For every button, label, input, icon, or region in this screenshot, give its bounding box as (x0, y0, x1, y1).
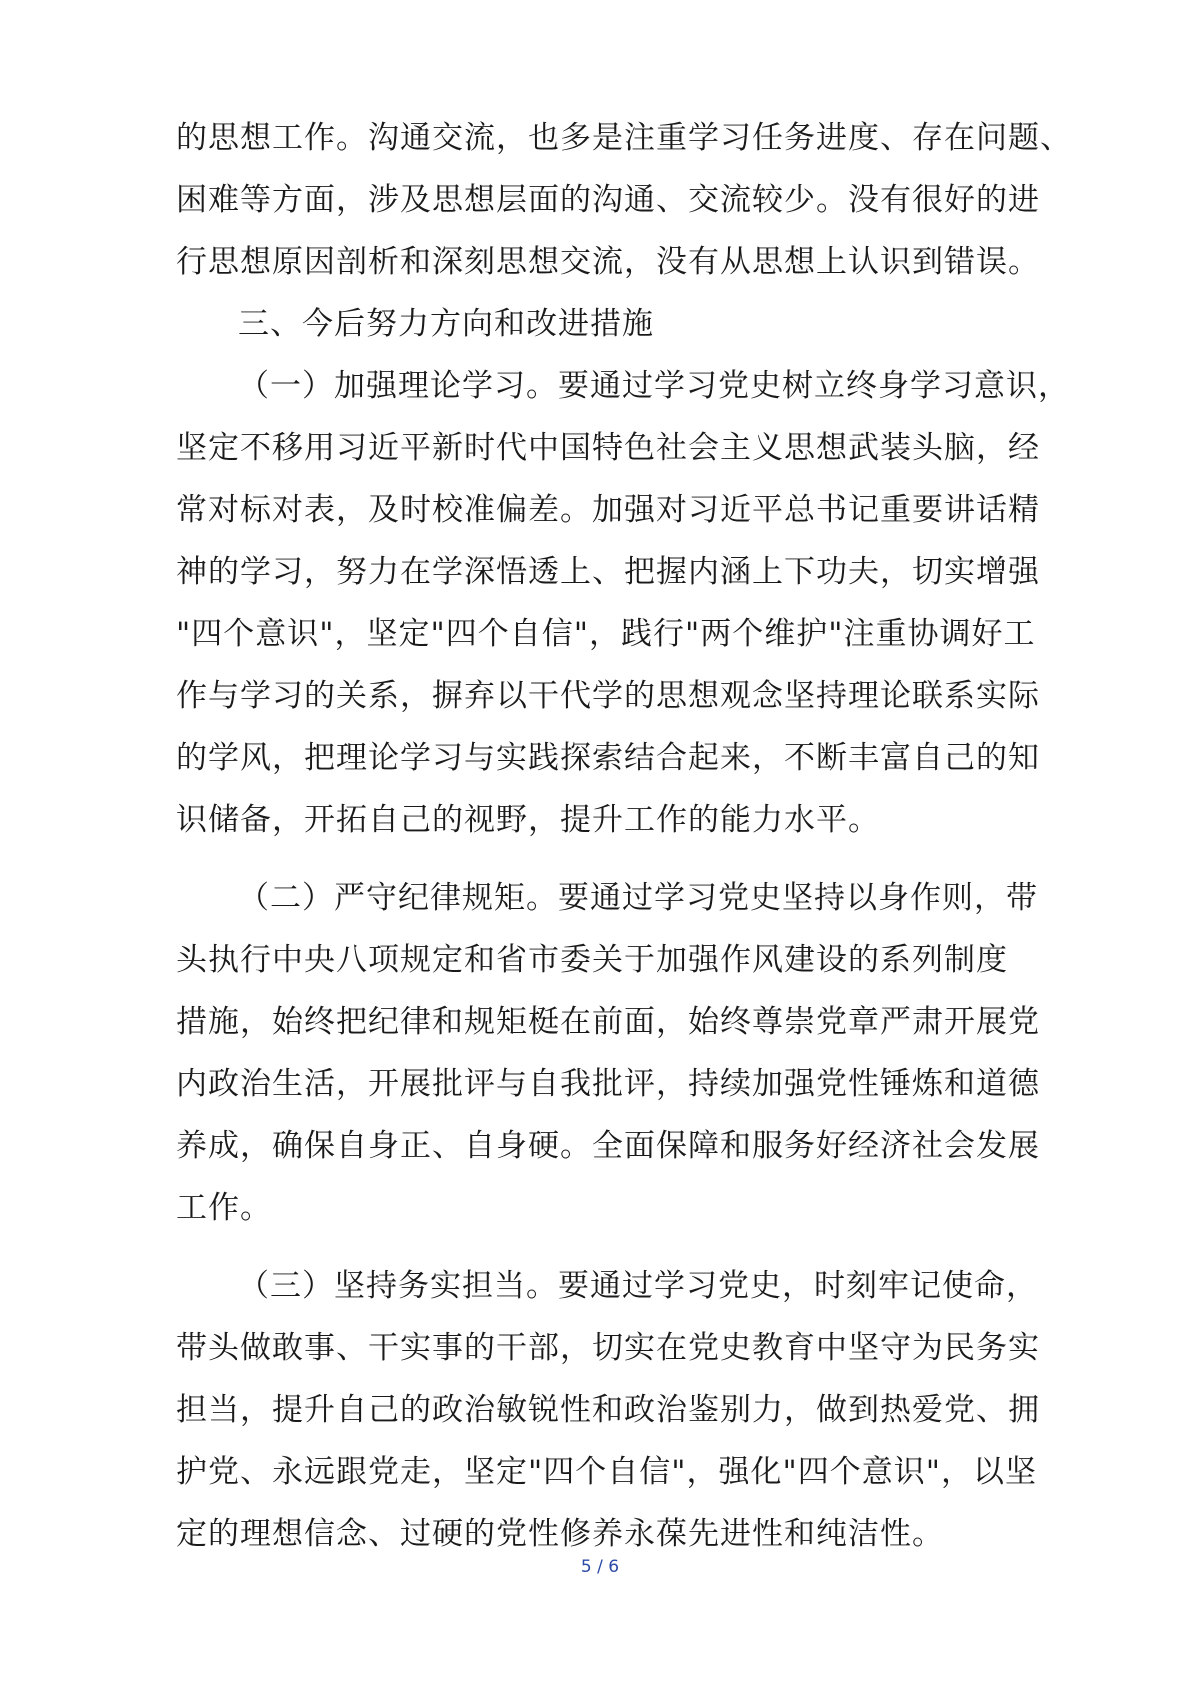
text-line: 定的理想信念、过硬的党性修养永葆先进性和纯洁性。 (176, 1516, 944, 1552)
text-line: 担当，提升自己的政治敏锐性和政治鉴别力，做到热爱党、拥 (176, 1392, 1040, 1428)
text-line: 带头做敢事、干实事的干部，切实在党史教育中坚守为民务实 (176, 1330, 1040, 1366)
text-line: 养成，确保自身正、自身硬。全面保障和服务好经济社会发展 (176, 1128, 1040, 1164)
section-heading: 三、今后努力方向和改进措施 (238, 306, 654, 342)
text-line: 行思想原因剖析和深刻思想交流，没有从思想上认识到错误。 (176, 244, 1040, 280)
page-number: 5 / 6 (580, 1557, 620, 1577)
text-line: （三）坚持务实担当。要通过学习党史，时刻牢记使命， (238, 1268, 1038, 1304)
text-line: （一）加强理论学习。要通过学习党史树立终身学习意识， (238, 368, 1070, 404)
text-line: 护党、永远跟党走，坚定"四个自信"，强化"四个意识"，以坚 (176, 1454, 1038, 1490)
text-line: 工作。 (176, 1190, 272, 1226)
text-line: 神的学习，努力在学深悟透上、把握内涵上下功夫，切实增强 (176, 554, 1040, 590)
text-line: 的学风，把理论学习与实践探索结合起来，不断丰富自己的知 (176, 740, 1040, 776)
text-line: 的思想工作。沟通交流，也多是注重学习任务进度、存在问题、 (176, 120, 1072, 156)
text-line: （二）严守纪律规矩。要通过学习党史坚持以身作则，带 (238, 880, 1038, 916)
text-line: 困难等方面，涉及思想层面的沟通、交流较少。没有很好的进 (176, 182, 1040, 218)
text-line: 作与学习的关系，摒弃以干代学的思想观念坚持理论联系实际 (176, 678, 1040, 714)
text-line: 常对标对表，及时校准偏差。加强对习近平总书记重要讲话精 (176, 492, 1040, 528)
text-line: 内政治生活，开展批评与自我批评，持续加强党性锤炼和道德 (176, 1066, 1040, 1102)
text-line: "四个意识"，坚定"四个自信"，践行"两个维护"注重协调好工 (176, 616, 1036, 652)
text-line: 措施，始终把纪律和规矩梃在前面，始终尊崇党章严肃开展党 (176, 1004, 1040, 1040)
text-line: 坚定不移用习近平新时代中国特色社会主义思想武装头脑，经 (176, 430, 1040, 466)
text-line: 头执行中央八项规定和省市委关于加强作风建设的系列制度 (176, 942, 1008, 978)
text-line: 识储备，开拓自己的视野，提升工作的能力水平。 (176, 802, 880, 838)
